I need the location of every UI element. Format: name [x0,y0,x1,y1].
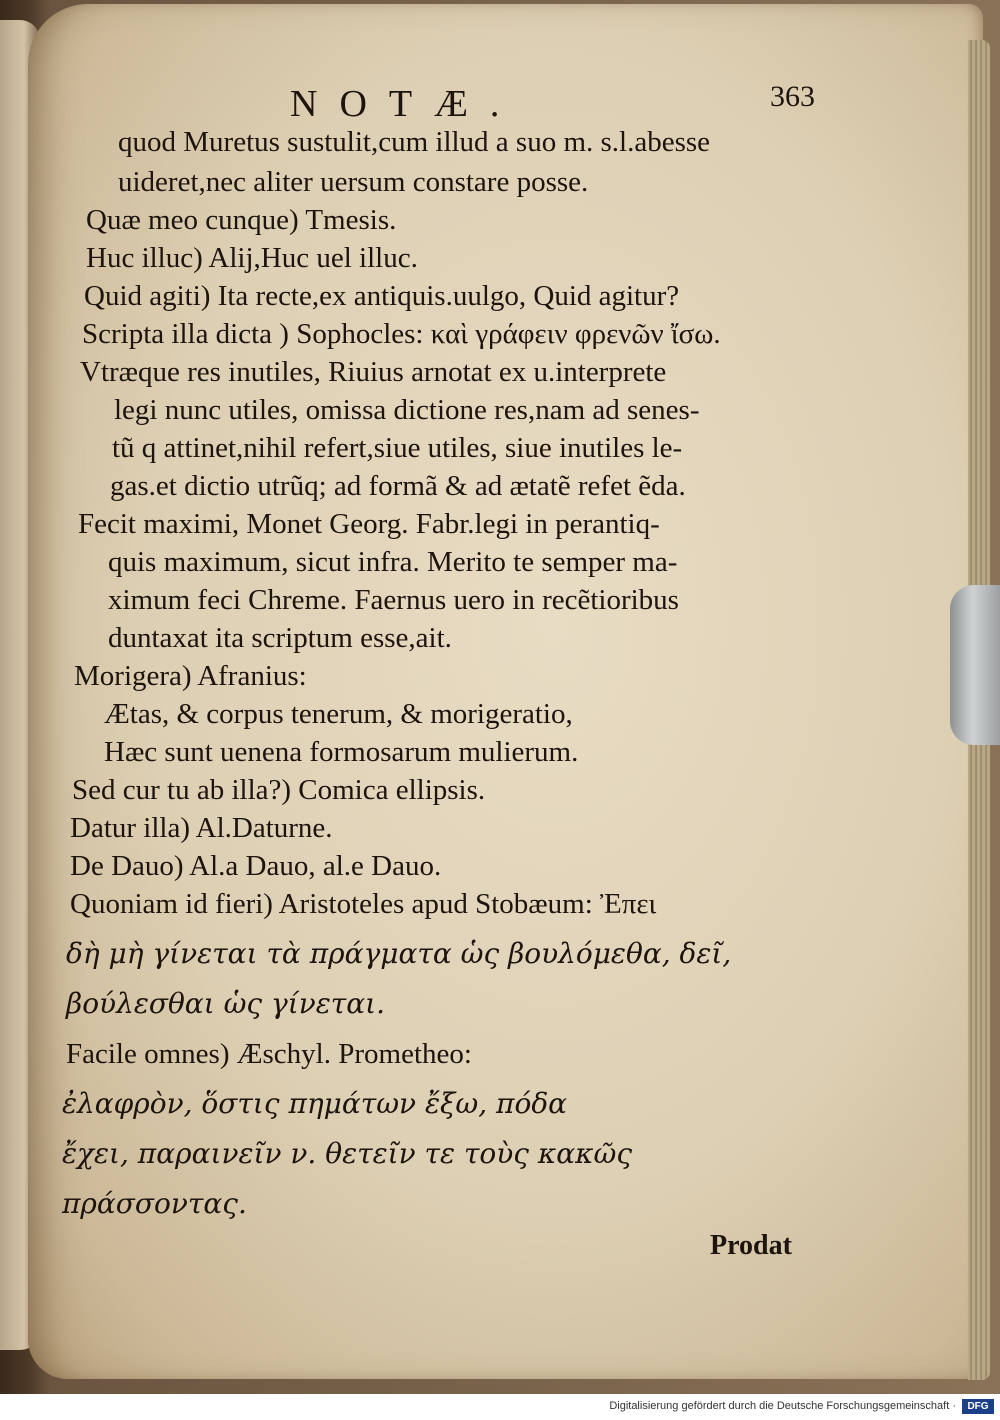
text-line: Quoniam id fieri) Aristoteles apud Stobæum: Ἐπει [70,888,657,920]
text-line: uideret,nec aliter uersum constare posse. [118,166,589,198]
text-line: ἐλαφρὸν, ὅστις πημάτων ἔξω, πόδα [62,1087,568,1120]
digitization-footer [0,1394,1000,1420]
text-line: quod Muretus sustulit,cum illud a suo m. s.l.abesse [118,126,711,158]
text-line: Facile omnes) Æschyl. Prometheo: [66,1038,472,1070]
text-line: Datur illa) Al.Daturne. [70,812,333,844]
dfg-logo: DFG [962,1399,994,1414]
page-number: 363 [770,80,815,113]
text-line: ximum feci Chreme. Faernus uero in recẽtioribus [108,584,679,616]
running-title: NOTÆ. [290,83,522,125]
text-line: Fecit maximi, Monet Georg. Fabr.legi in perantiq- [78,508,660,540]
text-line: δὴ μὴ γίνεται τὰ πράγματα ὡς βουλόμεθα, δεῖ, [66,937,732,970]
text-line: De Dauo) Al.a Dauo, al.e Dauo. [70,850,442,882]
text-line: πράσσοντας. [62,1187,247,1220]
text-line: legi nunc utiles, omissa dictione res,nam ad senes- [114,394,700,426]
text-line: duntaxat ita scriptum esse,ait. [108,622,452,654]
text-line: tũ q attinet,nihil refert,siue utiles, siue inutiles le- [112,432,683,464]
text-line: βούλεσθαι ὡς γίνεται. [66,987,386,1020]
text-line: gas.et dictio utrũq; ad formã & ad ætatẽ refet ẽda. [110,470,686,502]
text-line: ἔχει, παραινεῖν ν. θετεῖν τε τοὺς κακῶς [62,1137,633,1170]
text-line: quis maximum, sicut infra. Merito te semper ma- [108,546,678,578]
text-line: Morigera) Afranius: [74,660,307,692]
digitization-credit: Digitalisierung gefördert durch die Deutsche Forschungsgemeinschaft · [609,1400,956,1412]
text-line: Vtræque res inutiles, Riuius arnotat ex u.interprete [80,356,667,388]
text-line: Quæ meo cunque) Tmesis. [86,204,397,236]
text-line: Ætas, & corpus tenerum, & morigeratio, [104,698,573,730]
catchword: Prodat [710,1230,792,1261]
text-line: Hæc sunt uenena formosarum mulierum. [104,736,579,768]
text-line: Huc illuc) Alij,Huc uel illuc. [86,242,418,274]
text-line: Sed cur tu ab illa?) Comica ellipsis. [72,774,486,806]
text-line: Quid agiti) Ita recte,ex antiquis.uulgo, Quid agitur? [84,280,680,312]
text-line: Scripta illa dicta ) Sophocles: καὶ γράφειν φρενῶν ἴσω. [82,318,721,350]
